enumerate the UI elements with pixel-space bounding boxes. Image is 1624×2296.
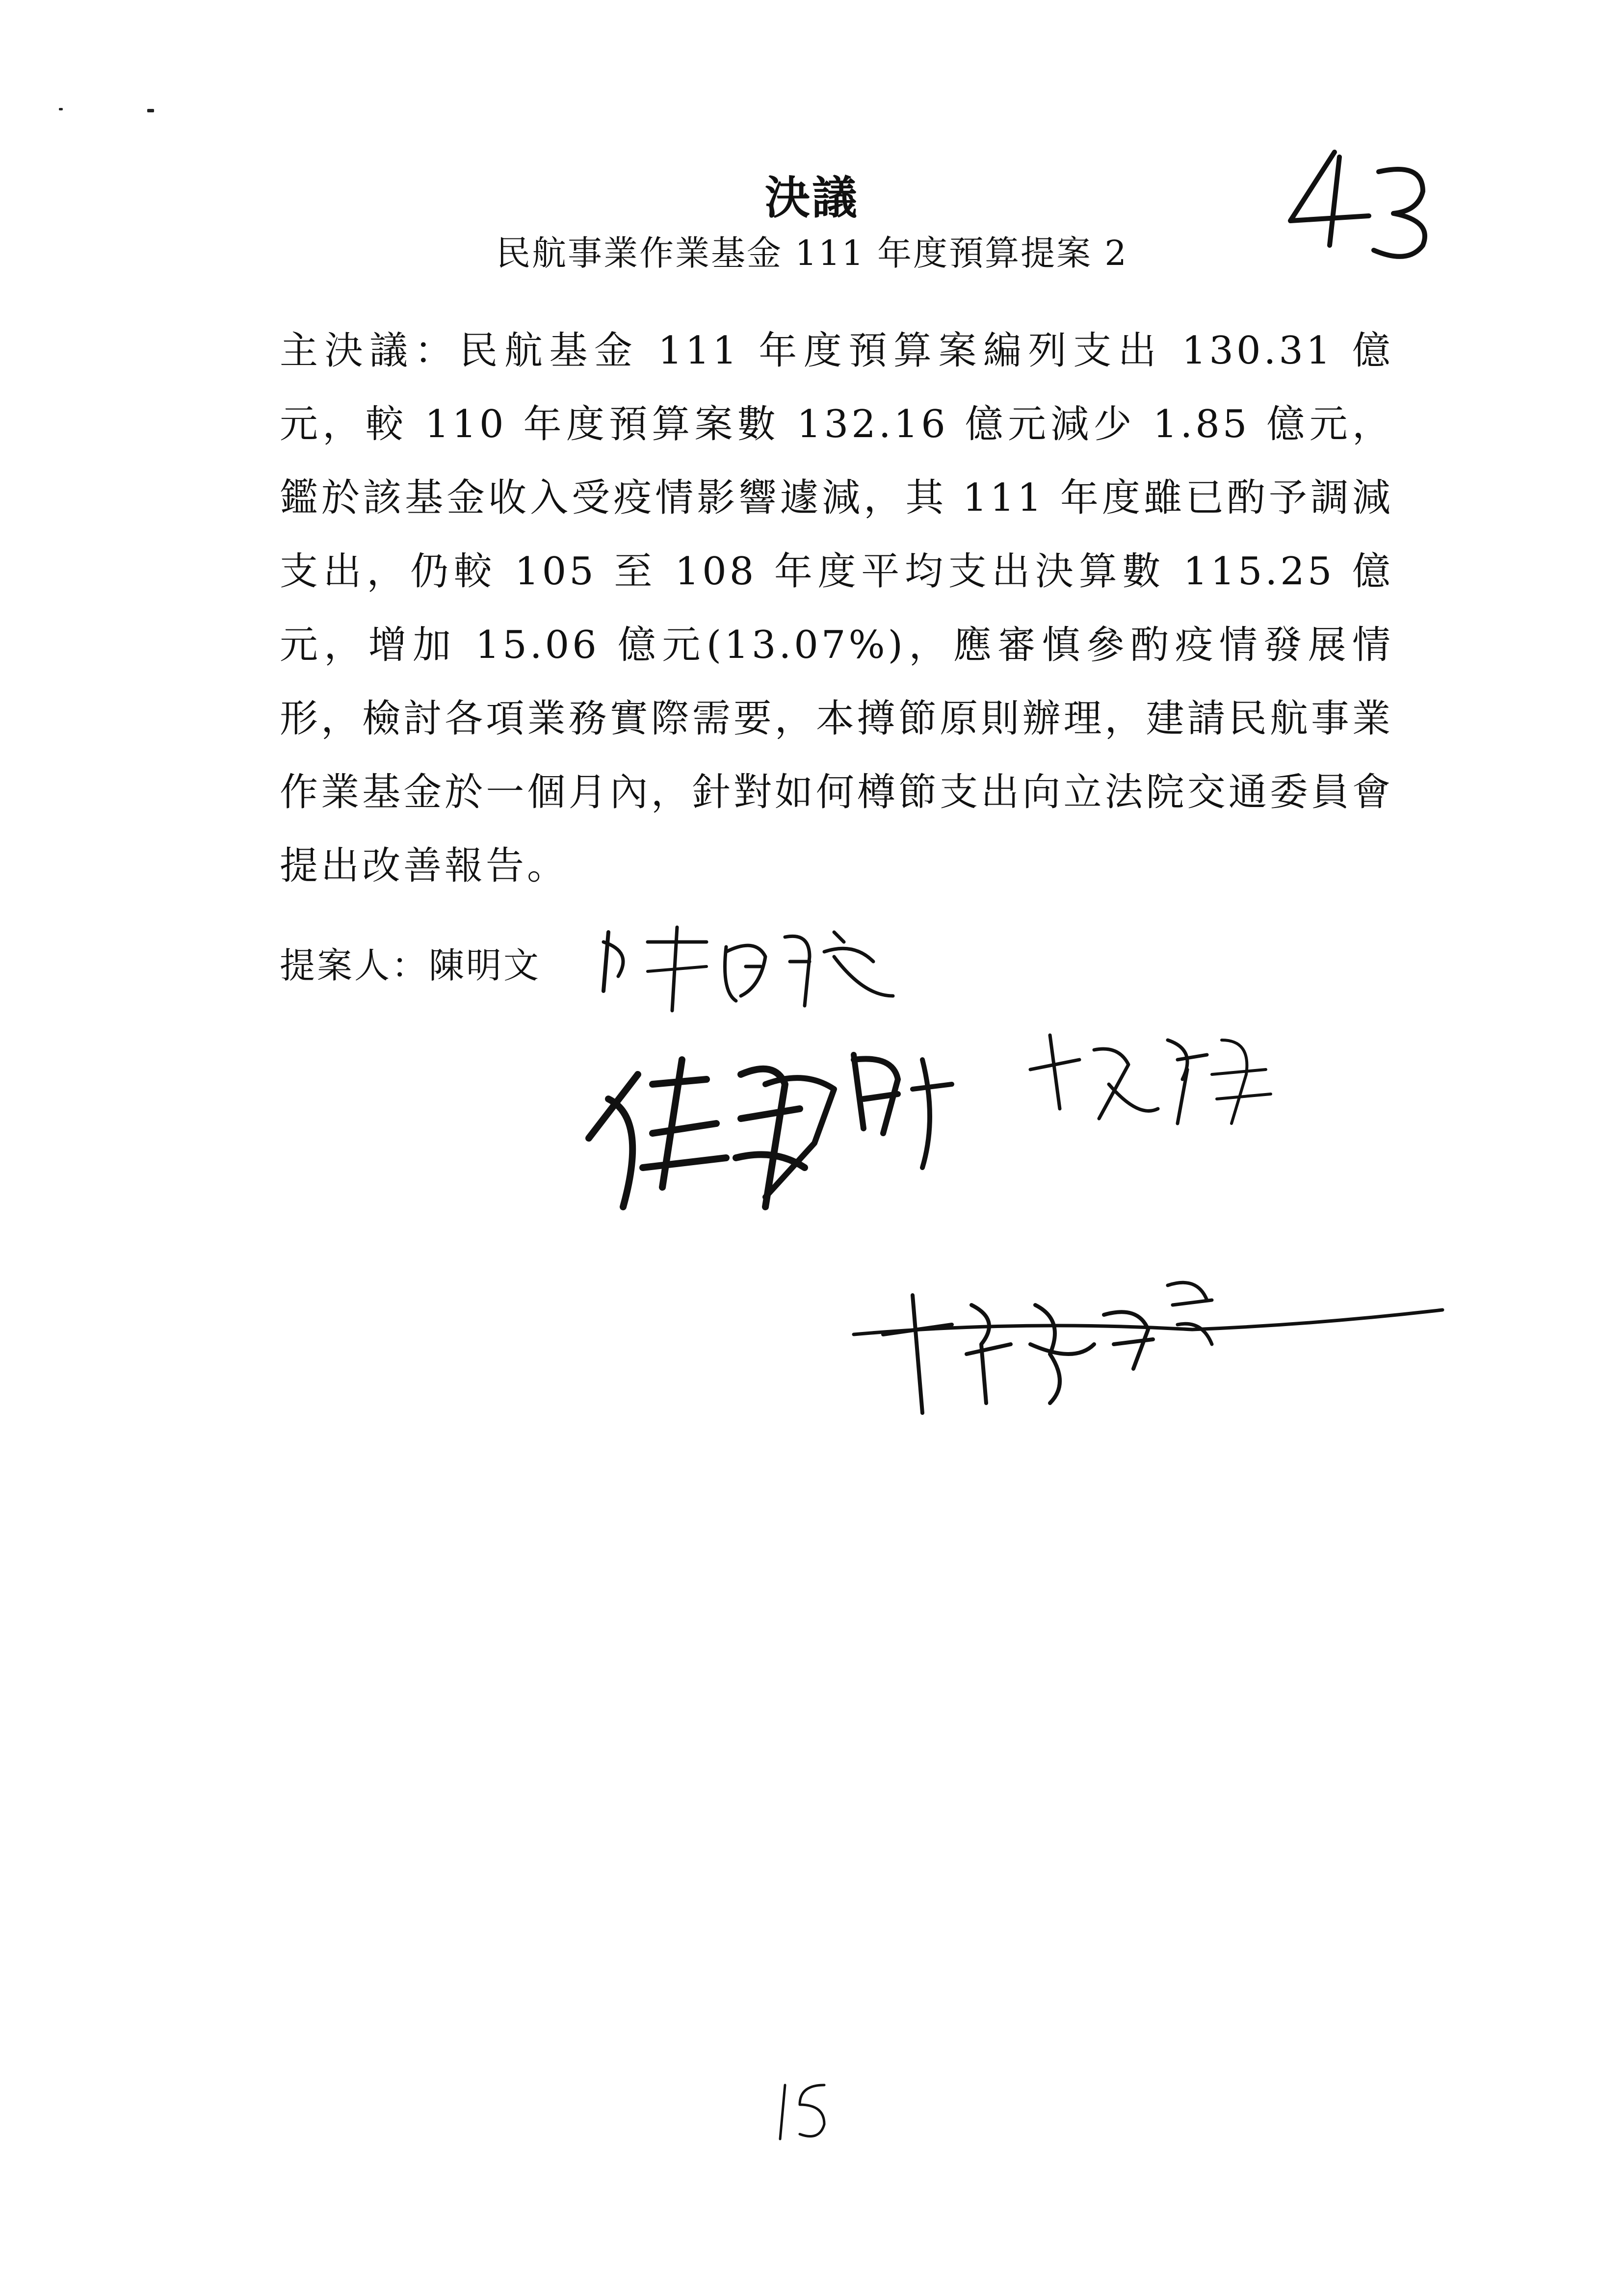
handwritten-page-number: [1276, 142, 1442, 270]
signature-2: [589, 1055, 952, 1207]
handwritten-signatures: [579, 913, 1462, 1452]
handwritten-bottom-mark: [765, 2070, 844, 2149]
signature-4: [854, 1282, 1442, 1413]
signature-3: [1030, 1035, 1271, 1123]
resolution-body: 主決議：民航基金 111 年度預算案編列支出 130.31 億元，較 110 年度預算案數 132.16 億元減少 1.85 億元，鑑於該基金收入受疫情影響遽減，其 111 年度雖已酌予調減支出，仍較 105 至 108 年度平均支出決算數 115.25 億元，增加 15.06 億元(13.07%)，應審慎參酌疫情發展情形，檢討各項業務實際需要，本撙節原則辦理，建請民航事業作業基金於一個月內，針對如何樽節支出向立法院交通委員會提出改善報告。: [280, 329, 1393, 888]
document-title: 決議: [764, 171, 859, 224]
proposer-label: 提案人：陳明文: [280, 945, 541, 986]
document-subtitle: 民航事業作業基金 111 年度預算提案 2: [496, 233, 1128, 273]
scan-speck: [59, 108, 63, 110]
signature-1: [603, 927, 893, 1011]
scan-speck: [147, 109, 154, 112]
